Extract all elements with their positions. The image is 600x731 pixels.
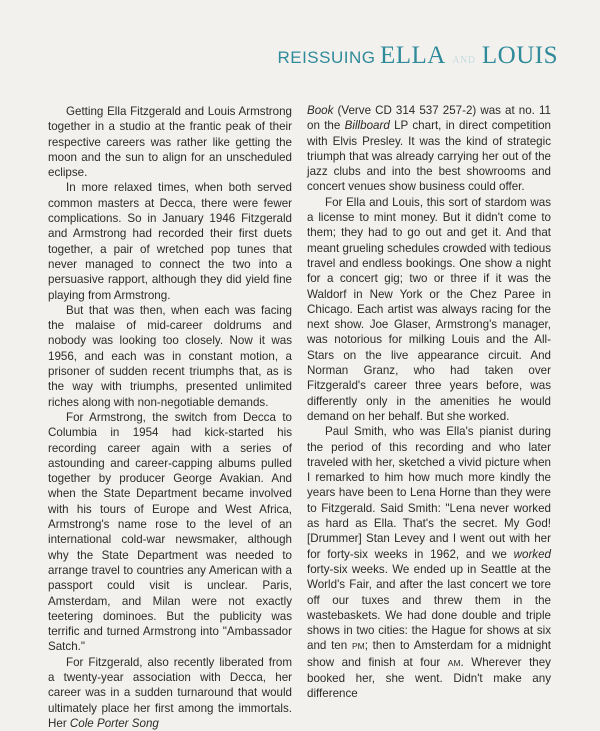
- paragraph-text: forty-six weeks. We ended up in Seattle at the World's Fair, and after the last concert we tore off our tuxes and threw them in the wastebaskets. We had done double and triple shows in two cities: the Hague for shows at six and ten: [307, 562, 551, 653]
- header-and: AND: [452, 55, 476, 66]
- paragraph: Getting Ella Fitzgerald and Louis Armstrong together in a studio at the frantic peak of their respective careers was rather like getting the moon and the sun to align for an unscheduled eclipse.: [48, 105, 292, 180]
- time-am: AM: [447, 657, 461, 668]
- paragraph: But that was then, when each was facing the malaise of mid-career doldrums and nobody was looking too closely. Now it was 1956, and each was in constant motion, a prisoner of sudden recent triumphs that, as is the way with triumphs, presented unlimited riches along with non-negotiable demands.: [48, 303, 292, 409]
- paragraph-text: LP chart, in direct competition with Elvis Presley. It was the kind of strategic triumph that was already carrying her out of the jazz clubs and into the best showrooms and concert venues show business could offer.: [307, 119, 551, 194]
- paragraph-text: Paul Smith, who was Ella's pianist during the period of this recording and who later traveled with her, sketched a vivid picture when I remarked to him how much more kindly the years have been to Lena Horne than they were to Fitzgerald. Said Smith: "Lena never worked as hard as Ella. That's the secret. My God! [Drummer] Stan Levey and I went out with her for forty-six weeks in 1962, and we: [307, 425, 551, 561]
- paragraph: [48, 655, 292, 731]
- header-reissuing: REISSUING: [277, 48, 376, 67]
- paragraph-text: . Wherever they booked her, she went. Didn't make any difference: [307, 655, 551, 701]
- time-pm: PM: [351, 641, 365, 652]
- paragraph: [307, 424, 551, 701]
- album-title: Cole Porter Song: [69, 716, 159, 730]
- header-louis: LOUIS: [481, 42, 558, 69]
- emphasis: worked: [513, 547, 551, 561]
- right-column: [307, 103, 551, 702]
- chart-name: Billboard: [344, 119, 390, 133]
- paragraph: For Ella and Louis, this sort of stardom was a license to mint money. But it didn't come to them; they had to go out and get it. And that meant grueling schedules crowded with tedious travel and endless bookings. One show a night for a concert gig; two or three if it was the Waldorf in New York or the Chez Paree in Chicago. Each artist was always racing for the next show. Joe Glaser, Armstrong's manager, was notorious for milking Louis and the All-Stars on the live appearance circuit. And Norman Granz, who had taken over Fitzgerald's career three years before, was differently only in the amenities he would demand on her behalf. But she worked.: [307, 195, 551, 423]
- paragraph: In more relaxed times, when both served common masters at Decca, there were fewer complications. So in January 1946 Fitzgerald and Armstrong had recorded their first duets together, a pair of wretched pop tunes that never managed to connect the two into a persuasive rapport, although they did yield fine playing from Armstrong.: [48, 181, 292, 302]
- page-header: [277, 42, 558, 70]
- left-column: [48, 104, 292, 731]
- album-title: Book: [307, 104, 334, 117]
- paragraph: For Armstrong, the switch from Decca to Columbia in 1954 had kick-started his recording career again with a series of astounding and career-capping albums pulled together by producer George Avakian. And when the State Department became involved with his tours of Europe and West Africa, Armstrong's name rose to the level of an international cold-war newsmaker, although why the State Department was needed to arrange travel to countries any American with a passport could visit is unclear. Paris, Amsterdam, and Milan were not exactly teetering dominoes. But the publicity was terrific and turned Armstrong into "Ambassador Satch.": [48, 410, 292, 654]
- paragraph: [307, 103, 551, 195]
- header-ella: ELLA: [379, 42, 446, 69]
- paragraph-text: (Verve CD 314 537 257-2) was at no. 11 on the: [307, 104, 551, 133]
- paragraph-text: For Fitzgerald, also recently liberated from a twenty-year association with Decca, her career was in a sudden turnaround that would ultimately place her first among the immortals. Her: [48, 655, 292, 730]
- paragraph-text: ; then to Amsterdam for a midnight show and finish at four: [307, 639, 551, 669]
